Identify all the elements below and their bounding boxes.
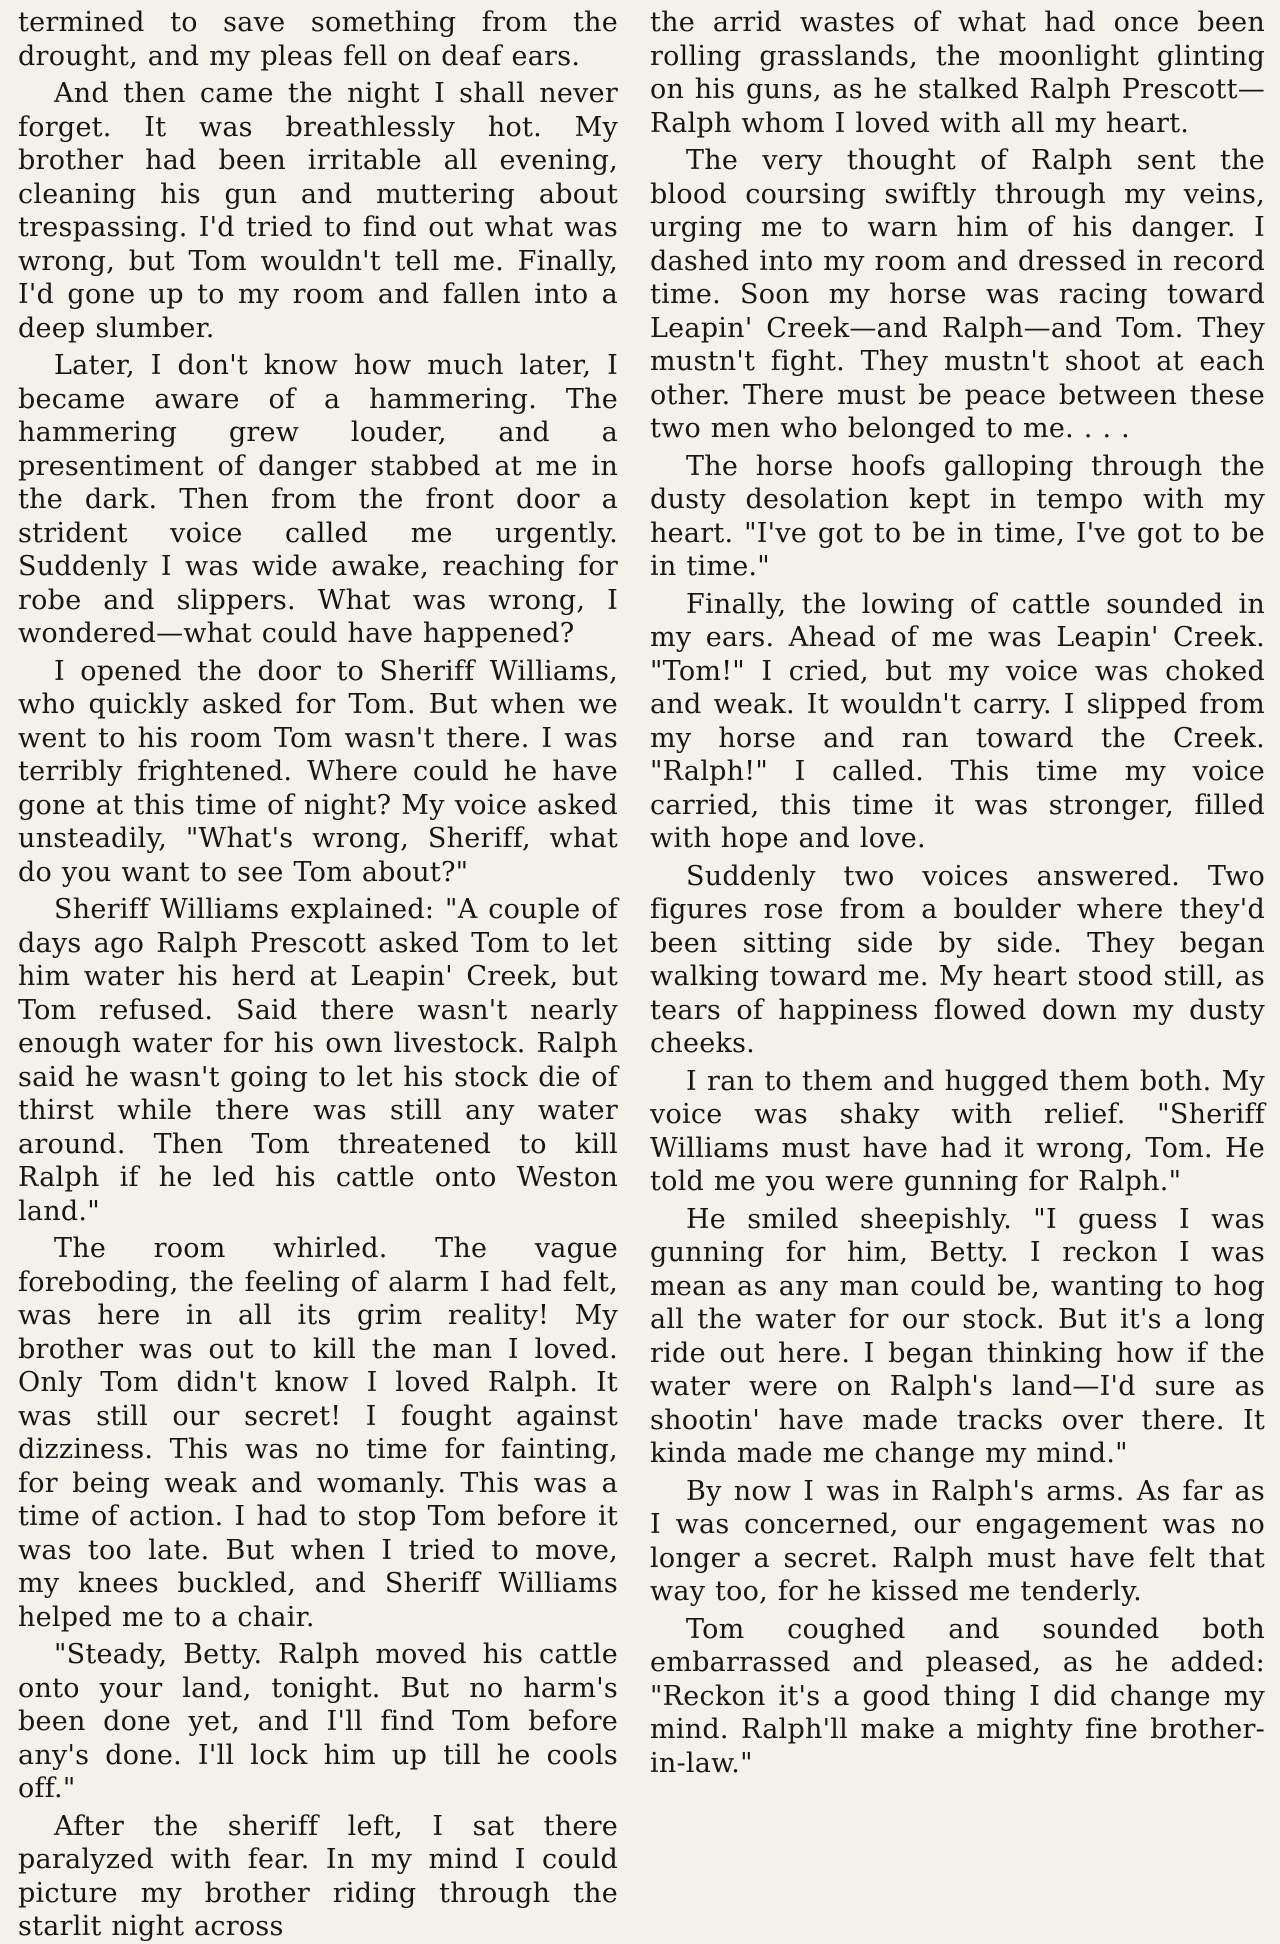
paragraph: Later, I don't know how much later, I became aware of a hammering. The hammering grew louder, and a presentiment of danger stabbed at me in the dark. Then from the front door a strident voice called me urgently. Suddenly I was wide awake, reaching for robe and slippers. What was wrong, I wondered—what could have happened?: [18, 350, 618, 649]
paragraph: Suddenly two voices answered. Two figures rose from a boulder where they'd been sitting side by side. They began walking toward me. My heart stood still, as tears of happiness flowed down my dusty cheeks.: [650, 860, 1265, 1059]
paragraph: I opened the door to Sheriff Williams, who quickly asked for Tom. But when we went to his room Tom wasn't there. I was terribly frightened. Where could he have gone at this time of night? My voice asked unsteadily, "What's wrong, Sheriff, what do you want to see Tom about?": [18, 655, 618, 888]
paragraph: "Steady, Betty. Ralph moved his cattle onto your land, tonight. But no harm's been done yet, and I'll find Tom before any's done. I'll lock him up till he cools off.": [18, 1639, 618, 1804]
right-column: [650, 6, 1265, 1779]
paragraph: Finally, the lowing of cattle sounded in my ears. Ahead of me was Leapin' Creek. "Tom!" I cried, but my voice was choked and weak. It wouldn't carry. I slipped from my horse and ran toward the Creek. "Ralph!" I called. This time my voice carried, this time it was stronger, filled with hope and love.: [650, 588, 1265, 854]
paragraph: I ran to them and hugged them both. My voice was shaky with relief. "Sheriff Williams must have had it wrong, Tom. He told me you were gunning for Ralph.": [650, 1065, 1265, 1197]
paragraph: He smiled sheepishly. "I guess I was gunning for him, Betty. I reckon I was mean as any man could be, wanting to hog all the water for our stock. But it's a long ride out here. I began thinking how if the water were on Ralph's land—I'd sure as shootin' have made tracks over there. It kinda made me change my mind.": [650, 1203, 1265, 1469]
paragraph: The room whirled. The vague foreboding, the feeling of alarm I had felt, was here in all its grim reality! My brother was out to kill the man I loved. Only Tom didn't know I loved Ralph. It was still our secret! I fought against dizziness. This was no time for fainting, for being weak and womanly. This was a time of action. I had to stop Tom before it was too late. But when I tried to move, my knees buckled, and Sheriff Williams helped me to a chair.: [18, 1233, 618, 1633]
paragraph: And then came the night I shall never forget. It was breathlessly hot. My brother had been irritable all evening, cleaning his gun and muttering about trespassing. I'd tried to find out what was wrong, but Tom wouldn't tell me. Finally, I'd gone up to my room and fallen into a deep slumber.: [18, 78, 618, 344]
paragraph: The very thought of Ralph sent the blood coursing swiftly through my veins, urging me to warn him of his danger. I dashed into my room and dressed in record time. Soon my horse was racing toward Leapin' Creek—and Ralph—and Tom. They mustn't fight. They mustn't shoot at each other. There must be peace between these two men who belonged to me. . . .: [650, 145, 1265, 444]
paragraph: the arrid wastes of what had once been rolling grasslands, the moonlight glinting on his guns, as he stalked Ralph Prescott—Ralph whom I loved with all my heart.: [650, 7, 1265, 139]
paragraph: termined to save something from the drought, and my pleas fell on deaf ears.: [18, 7, 618, 72]
paragraph: Sheriff Williams explained: "A couple of days ago Ralph Prescott asked Tom to let him water his herd at Leapin' Creek, but Tom refused. Said there wasn't nearly enough water for his own livestock. Ralph said he wasn't going to let his stock die of thirst while there was still any water around. Then Tom threatened to kill Ralph if he led his cattle onto Weston land.": [18, 894, 618, 1227]
paragraph: By now I was in Ralph's arms. As far as I was concerned, our engagement was no longer a secret. Ralph must have felt that way too, for he kissed me tenderly.: [650, 1475, 1265, 1607]
left-column: [18, 6, 618, 1942]
paragraph: Tom coughed and sounded both embarrassed and pleased, as he added: "Reckon it's a good thing I did change my mind. Ralph'll make a mighty fine brother-in-law.": [650, 1613, 1265, 1779]
paragraph: After the sheriff left, I sat there paralyzed with fear. In my mind I could picture my brother riding through the starlit night across: [18, 1810, 618, 1942]
paragraph: The horse hoofs galloping through the dusty desolation kept in tempo with my heart. "I've got to be in time, I've got to be in time.": [650, 450, 1265, 582]
